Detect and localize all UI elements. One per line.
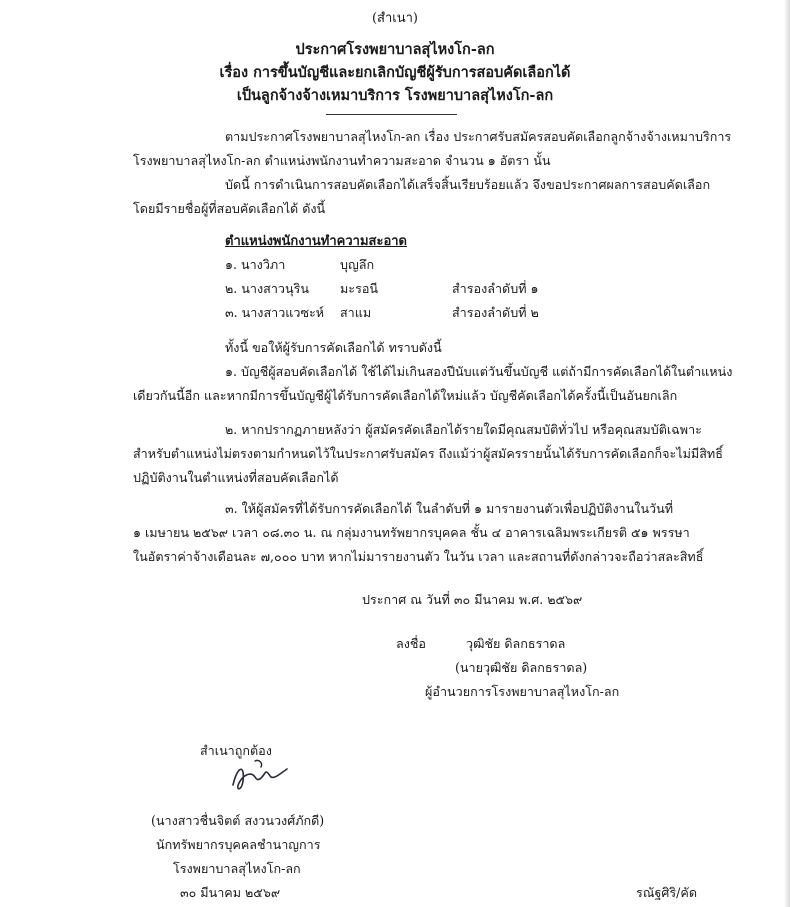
candidate-1-last: บุญลึก <box>340 257 375 272</box>
footer-code: รณัฐศิริ/คัด <box>636 885 698 900</box>
signer-title: ผู้อำนวยการโรงพยาบาลสุไหงโก-ลก <box>425 684 620 699</box>
certified-name: (นางสาวชื่นจิตต์ สงวนวงศ์ภักดี) <box>151 813 325 828</box>
condition-3-line-1: ๓. ให้ผู้สมัครที่ได้รับการคัดเลือกได้ ในลำดับที่ ๑ มารายงานตัวเพื่อปฏิบัติงานในวันที่ <box>225 501 674 516</box>
sign-name: วุฒิชัย ดิลกธราดล <box>466 636 566 651</box>
condition-1-line-1: ๑. บัญชีผู้สอบคัดเลือกได้ ใช้ได้ไม่เกินสองปีนับแต่วันขึ้นบัญชี แต่ถ้ามีการคัดเลือกได้ในตำแหน่ง <box>225 364 733 379</box>
position-heading: ตำแหน่งพนักงานทำความสะอาด <box>225 234 407 249</box>
title-line-2: เรื่อง การขึ้นบัญชีและยกเลิกบัญชีผู้รับการสอบคัดเลือกได้ <box>219 64 571 81</box>
intro-line-1: ตามประกาศโรงพยาบาลสุไหงโก-ลก เรื่อง ประกาศรับสมัครสอบคัดเลือกลูกจ้างจ้างเหมาบริการ <box>225 129 732 144</box>
title-line-3: เป็นลูกจ้างจ้างเหมาบริการ โรงพยาบาลสุไหงโก-ลก <box>236 87 554 104</box>
title-line-1: ประกาศโรงพยาบาลสุไหงโก-ลก <box>295 41 495 58</box>
sign-label: ลงชื่อ <box>396 636 426 651</box>
certified-org: โรงพยาบาลสุไหงโก-ลก <box>173 861 301 876</box>
candidate-2-first: ๒. นางสาวนุริน <box>225 281 309 296</box>
candidate-3-first: ๓. นางสาวแวซะห์ <box>225 305 325 320</box>
certified-position: นักทรัพยากรบุคคลชำนาญการ <box>156 837 321 852</box>
intro-line-3: บัดนี้ การดำเนินการสอบคัดเลือกได้เสร็จสิ้นเรียบร้อยแล้ว จึงขอประกาศผลการสอบคัดเลือก <box>225 177 711 192</box>
candidate-3-last: สาแม <box>340 305 372 320</box>
candidate-2-note: สำรองลำดับที่ ๑ <box>452 281 539 296</box>
intro-line-2: โรงพยาบาลสุไหงโก-ลก ตำแหน่งพนักงานทำความสะอาด จำนวน ๑ อัตรา นั้น <box>133 153 551 168</box>
condition-2-line-2: สำหรับตำแหน่งไม่ตรงตามกำหนดไว้ในประกาศรับสมัคร ถึงแม้ว่าผู้สมัครรายนั้นได้รับการคัดเลือกก็จะไม่มีสิทธิ์ <box>133 446 723 461</box>
certified-date: ๓๐ มีนาคม ๒๕๖๙ <box>180 885 281 900</box>
intro-line-4: โดยมีรายชื่อผู้ที่สอบคัดเลือกได้ ดังนี้ <box>133 201 326 216</box>
candidate-2-last: มะรอนี <box>340 281 379 296</box>
signer-full-name: (นายวุฒิชัย ดิลกธราดล) <box>455 660 588 675</box>
title-divider <box>326 114 457 115</box>
candidate-1-first: ๑. นางวิภา <box>225 257 286 272</box>
handwritten-signature <box>225 755 295 797</box>
copy-mark: (สำเนา) <box>371 11 418 26</box>
announce-date: ประกาศ ณ วันที่ ๓๐ มีนาคม พ.ศ. ๒๕๖๙ <box>362 592 583 607</box>
condition-3-line-3: ในอัตราค่าจ้างเดือนละ ๗,๐๐๐ บาท หากไม่มารายงานตัว ในวัน เวลา และสถานที่ดังกล่าวจะถือว่าสละสิทธิ์ <box>133 549 704 564</box>
condition-1-line-2: เดียวกันนี้อีก และหากมีการขึ้นบัญชีผู้ได้รับการคัดเลือกได้ใหม่แล้ว บัญชีคัดเลือกได้ครั้งนี้เป็นอันยกเลิก <box>133 388 678 403</box>
certified-label: สำเนาถูกต้อง <box>200 743 272 758</box>
conditions-intro: ทั้งนี้ ขอให้ผู้รับการคัดเลือกได้ ทราบดังนี้ <box>225 340 442 355</box>
condition-2-line-1: ๒. หากปรากฏภายหลังว่า ผู้สมัครคัดเลือกได้รายใดมีคุณสมบัติทั่วไป หรือคุณสมบัติเฉพาะ <box>225 422 702 437</box>
page-edge-shadow <box>784 0 790 907</box>
condition-3-line-2: ๑ เมษายน ๒๕๖๙ เวลา ๐๘.๓๐ น. ณ กลุ่มงานทรัพยากรบุคคล ชั้น ๔ อาคารเฉลิมพระเกียรติ ๕๑ พรรษา <box>133 525 690 540</box>
condition-2-line-3: ปฏิบัติงานในตำแหน่งที่สอบคัดเลือกได้ <box>133 470 339 485</box>
candidate-3-note: สำรองลำดับที่ ๒ <box>452 305 539 320</box>
